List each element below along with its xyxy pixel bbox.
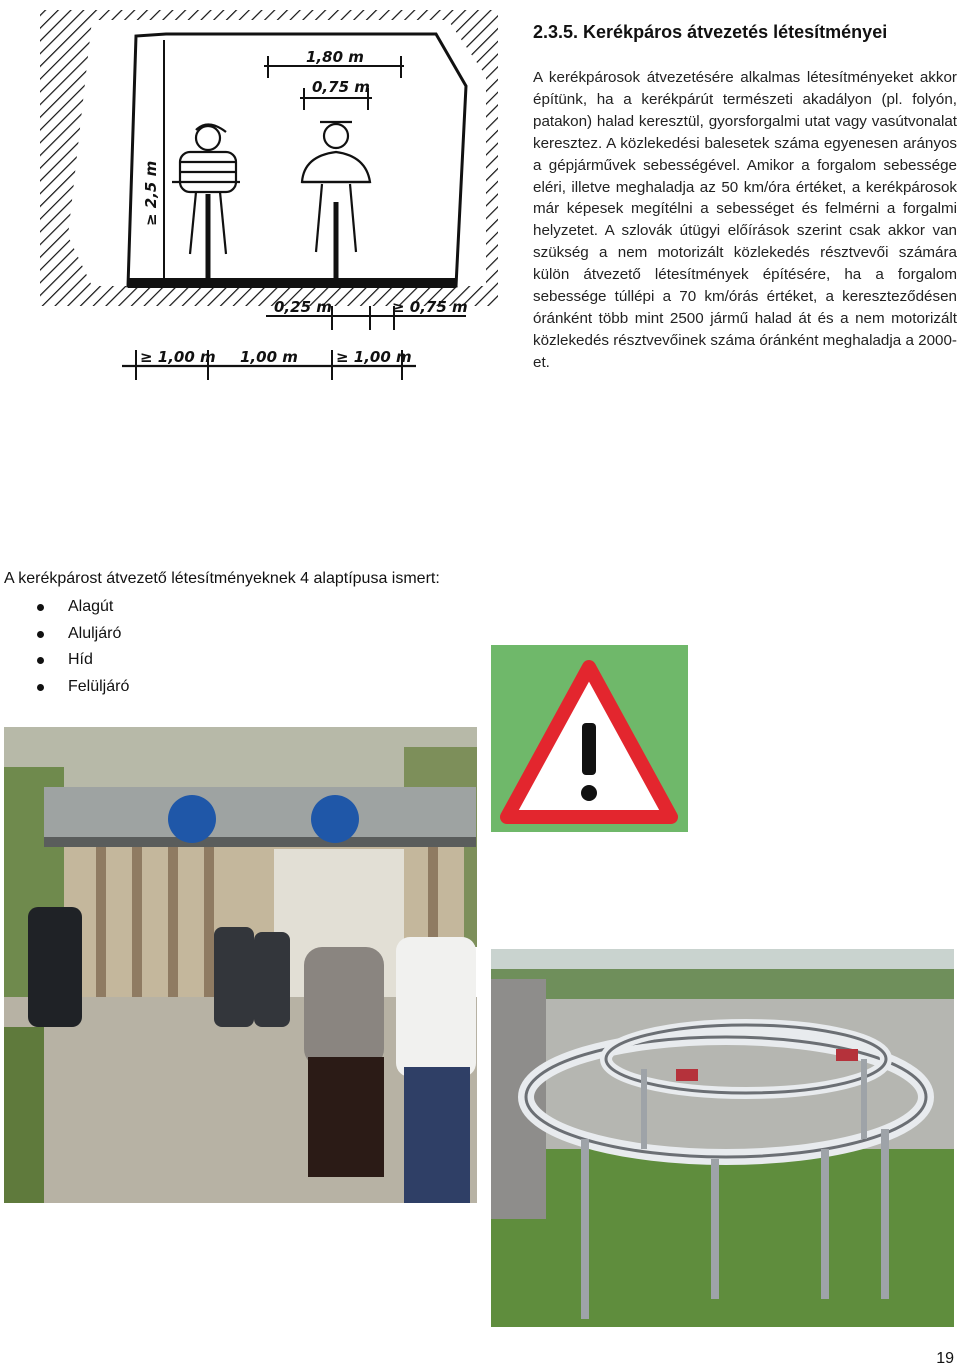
list-item: Felüljáró: [0, 674, 129, 701]
bottom-right-label: ≥ 0,75 m: [392, 298, 468, 316]
height-label: ≥ 2,5 m: [142, 160, 160, 226]
tunnel-cross-section-diagram: [36, 6, 502, 390]
bullet-icon: [37, 604, 44, 611]
warning-sign-image: [491, 645, 688, 832]
lane-left-label: ≥ 1,00 m: [140, 348, 216, 366]
bullet-icon: [37, 684, 44, 691]
bullet-icon: [37, 657, 44, 664]
types-list: [0, 594, 129, 700]
warning-triangle-icon: [491, 645, 688, 832]
page-number: 19: [936, 1350, 954, 1367]
intro-paragraph: A kerékpárosok átvezetésére alkalmas létesítményeket akkor építünk, ha a kerékpárút természeti akadályon (pl. folyón, patakon) halad keresztül, gyorsforgalmi utat vagy vasútvonalat keresztez. A közlekedési balesetek száma egyenesen arányos a gépjárművek sebességével. Amikor a forgalom sebessége eléri, illetve meghaladja az 50 km/óra értéket, a kerékpárosok már képesek megítélni a sebességet és felmérni a forgalmi helyzetet. A szlovák útügyi előírások szerint csak akkor van szükség a nem motorizált közlekedés résztvevői számára külön átvezető létesítmények építésére, ha a forgalom sebessége túllépi a 70 km/órás értéket, a kereszteződésen óránként több mint 2500 jármű halad át és a nem motorizált közlekedés résztvevőinek száma óránként meghaladja a 2000-et.: [533, 69, 957, 371]
list-item: Aluljáró: [0, 621, 129, 648]
types-intro: A kerékpárost átvezető létesítményeknek 4 alaptípusa ismert:: [4, 570, 440, 587]
tunnel-outline: [128, 34, 466, 286]
lane-right-label: ≥ 1,00 m: [336, 348, 412, 366]
overpass-photo: [491, 949, 954, 1327]
bicycle-sign-icon: [168, 795, 216, 843]
inner-width-label: 0,75 m: [312, 78, 370, 96]
bottom-gap-label: 0,25 m: [274, 298, 332, 316]
lane-mid-label: 1,00 m: [240, 348, 298, 366]
top-width-label: 1,80 m: [306, 48, 364, 66]
section-title: 2.3.5. Kerékpáros átvezetés létesítményei: [533, 22, 888, 42]
list-item: Alagút: [0, 594, 129, 621]
underpass-photo: [4, 727, 477, 1203]
tunnel-floor: [128, 278, 456, 288]
pedestrian-sign-icon: [311, 795, 359, 843]
bullet-icon: [37, 631, 44, 638]
list-item: Híd: [0, 647, 129, 674]
